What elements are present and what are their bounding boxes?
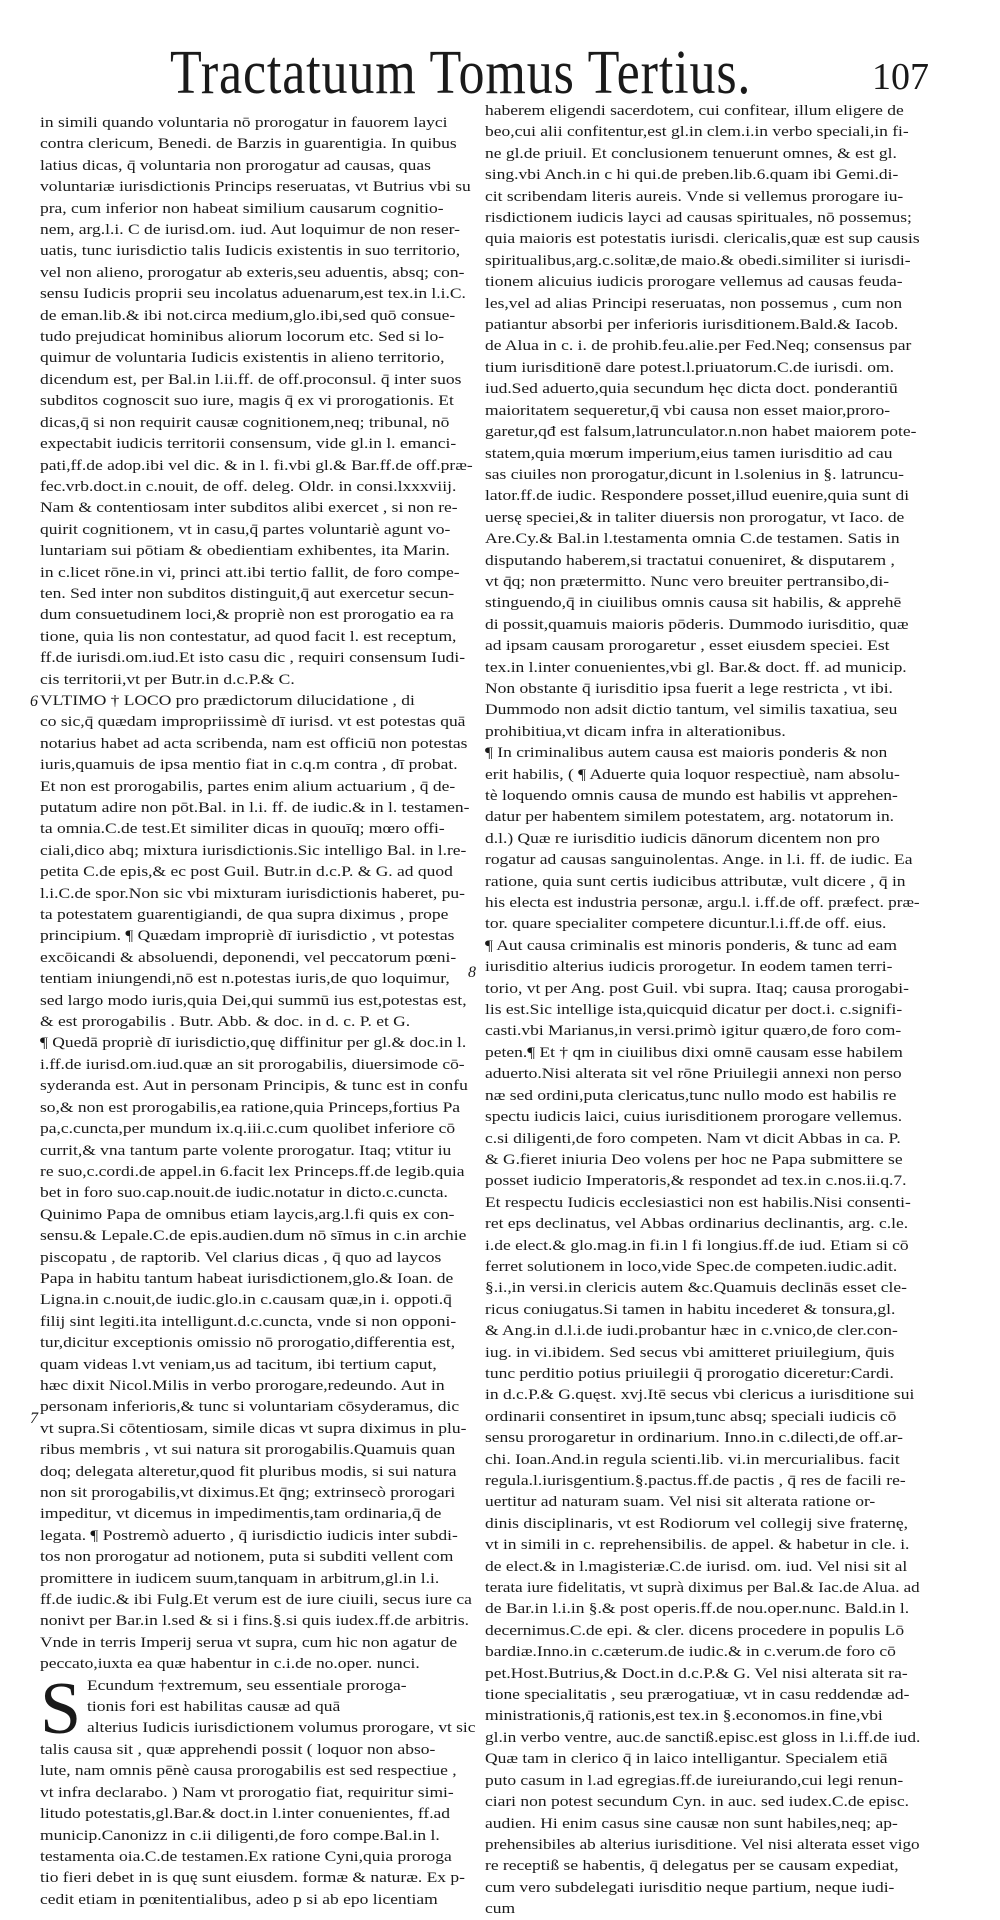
text-line: ciali,dico abq; mixtura iurisdictionis.Sic intelligo Bal. in l.re- <box>40 841 467 859</box>
text-line: tentiam iniungendi,nō est n.potestas iuris,de quo loquimur, <box>40 970 450 988</box>
running-title: Tractatuum Tomus Tertius. <box>170 39 752 107</box>
dropcap-letter: S <box>40 1667 82 1750</box>
text-line: ricus coniugatus.Si tamen in habitu incederet & tonsura,gl. <box>485 1300 896 1318</box>
text-line: Are.Cy.& Bal.in l.testamenta omnia C.de testamen. Satis in <box>485 530 900 548</box>
text-line: testamenta oia.C.de testamen.Ex ratione Cyni,quia proroga <box>40 1847 452 1865</box>
text-line: vt supra.Si cōtentiosam, simile dicas vt supra diximus in plu- <box>40 1419 467 1437</box>
text-line: aduerto.Nisi alterata sit vel rōne Priuilegii annexi non perso <box>485 1065 902 1083</box>
text-line: tor. quare specialiter competere dicuntur.l.i.ff.de off. eius. <box>485 915 887 933</box>
text-line: vel non alieno, prorogatur ab exteris,seu aduentis, absq; con- <box>40 263 465 281</box>
text-line: Et non est prorogabilis, partes enim alium actuarium , q̄ de- <box>40 777 456 795</box>
text-line: pati,ff.de adop.ibi vel dic. & in l. fi.vbi gl.& Bar.ff.de off.præ- <box>40 456 473 474</box>
text-line: uatis, tunc iurisdictio talis Iudicis existentis in suo territorio, <box>40 242 461 260</box>
text-line: iuris,quamuis de ipsa mentio fiat in c.q.m contra , dī probat. <box>40 756 458 774</box>
text-line: latius dicas, q̄ voluntaria non prorogatur ad causas, quas <box>40 156 431 174</box>
text-line: tudo prejudicat hominibus aliorum locorum etc. Sed si lo- <box>40 328 445 346</box>
text-line: tex.in l.inter conuenientes,vbi gl. Bar.& doct. ff. ad municip. <box>485 658 907 676</box>
text-line: & est prorogabilis . Butr. Abb. & doc. in d. c. P. et G. <box>40 1013 411 1031</box>
text-line: piscopatu , de raptorib. Vel clarius dicas , q̄ quo ad laycos <box>40 1248 442 1266</box>
text-line: syderanda est. Aut in personam Principis, & tunc est in confu <box>40 1077 468 1095</box>
text-line: patiantur absorbi per inferioris iurisditionem.Bald.& Iacob. <box>485 316 899 334</box>
text-line: dicas,q̄ si non requirit causæ cognitionem,neq; tribunal, nō <box>40 413 450 431</box>
text-line: ¶ Quedā propriè dī iurisdictio,quę diffinitur per gl.& doc.in l. <box>40 1034 467 1052</box>
text-line: les,vel ad alias Principi reseruatas, non possemus , cum non <box>485 294 903 312</box>
text-line: municip.Canonizz in c.ii diligenti,de foro compe.Bal.in l. <box>40 1826 440 1844</box>
text-line: cit scribendam literis aureis. Vnde si vellemus prorogare iu- <box>485 187 904 205</box>
text-line: quam videas l.vt veniam,us ad tacitum, ibi tertium caput, <box>40 1355 437 1373</box>
text-line: doq; delegata alteretur,quod fit pluribus modis, si sui natura <box>40 1462 457 1480</box>
text-line: ta omnia.C.de test.Et similiter dicas in quouīq; mœro offi- <box>40 820 445 838</box>
text-line: c.si diligenti,de foro competen. Nam vt dicit Abbas in ca. P. <box>485 1129 901 1147</box>
text-line: risdictionem iudicis layci ad causas spirituales, nō possemus; <box>485 209 912 227</box>
text-line: ff.de iudic.& ibi Fulg.Et verum est de iure ciuili, secus iure ca <box>40 1591 472 1609</box>
text-line: cedit etiam in pœnitentialibus, adeo p si ab epo licentiam <box>40 1890 438 1908</box>
text-line: tionis fori est habilitas causæ ad quā <box>87 1698 341 1716</box>
text-line: Quæ tam in clerico q̄ in laico intelligantur. Specialem etiā <box>485 1750 888 1768</box>
text-line: subditos cognoscit suo iure, magis q̄ ex vi prorogationis. Et <box>40 392 454 410</box>
text-line: nem, arg.l.i. C de iurisd.om. iud. Aut loquimur de non reser- <box>40 221 460 239</box>
text-line: petita C.de epis,& ec post Guil. Butr.in d.c.P. & G. ad quod <box>40 863 453 881</box>
text-line: sas ciuiles non prorogatur,dicunt in l.solenius in §. latruncu- <box>485 465 904 483</box>
text-line: re receptiß se habentis, q̄ delegatus per se causam expediat, <box>485 1857 899 1875</box>
text-line: sensu prorogaretur in ordinarium. Inno.in c.dilecti,de off.ar- <box>485 1429 903 1447</box>
text-line: ciari non potest secundum Cyn. in auc. sed iudex.C.de episc. <box>485 1793 909 1811</box>
section-number-8: 8 <box>468 964 476 981</box>
text-line: tione, quia lis non contestatur, ad quod facit l. est receptum, <box>40 627 457 645</box>
text-line: maioritatem sequeretur,q̄ vbi causa non esset maior,proro- <box>485 401 891 419</box>
text-line: ministrationis,q̄ rationis,est tex.in §.economos.in fine,vbi <box>485 1707 883 1725</box>
text-line: bet in foro suo.cap.nouit.de iudic.notatur in dicto.c.cuncta. <box>40 1184 448 1202</box>
text-line: dinis disciplinaris, vt est Rodiorum vel collegij sive fraternę, <box>485 1514 908 1532</box>
text-line: i.de elect.& glo.mag.in fi.in l fi longius.ff.de iud. Etiam si cō <box>485 1236 909 1254</box>
text-line: putatum adire non pōt.Bal. in l.i. ff. de iudic.& in l. testamen- <box>40 799 470 816</box>
text-line: i.ff.de iurisd.om.iud.quæ an sit prorogabilis, diuersimode cō- <box>40 1055 465 1073</box>
text-line: cis territorii,vt per Butr.in d.c.P.& C. <box>40 670 295 688</box>
text-line: uersę speciei,& in taliter diuersis non prorogatur, vt Iaco. de <box>485 508 905 526</box>
section-number-7: 7 <box>30 1410 38 1427</box>
text-line: his electa est industria personæ, argu.l. i.ff.de off. præfect. præ- <box>485 894 920 912</box>
text-line: ferret solutionem in loco,vide Spec.de competen.iudic.adit. <box>485 1257 898 1275</box>
text-line: co sic,q̄ quædam impropriissimè dī iurisd. vt est potestas quā <box>40 713 466 731</box>
text-line: VLTIMO † LOCO pro prædictorum dilucidatione , di <box>40 691 415 709</box>
text-line: lute, nam omnis pēnè causa prorogabilis est sed respectiue , <box>40 1762 457 1780</box>
page-header <box>0 30 1000 107</box>
text-line: tione specialitatis , seu prærogatiuæ, vt in casu reddendæ ad- <box>485 1686 910 1704</box>
text-line: Nam & contentiosam inter subditos alibi exercet , si non re- <box>40 499 458 517</box>
text-line: ff.de iurisdi.om.iud.Et isto casu dic , requiri consensum Iudi- <box>40 649 466 667</box>
text-line: so,& non est prorogabilis,ea ratione,quia Princeps,fortius Pa <box>40 1098 461 1116</box>
text-line: iud.Sed aduerto,quia secundum hęc dicta doct. ponderantiū <box>485 380 898 398</box>
text-line: ¶ In criminalibus autem causa est maioris ponderis & non <box>485 744 888 762</box>
text-line: re suo,c.cordi.de appel.in 6.facit lex Princeps.ff.de legib.quia <box>40 1162 465 1180</box>
text-line: terata iure fidelitatis, vt suprà diximus per Bal.& Iac.de Alua. ad <box>485 1579 920 1597</box>
text-line: vt in simili in c. reprehensibilis. de appel. & habetur in cle. i. <box>485 1536 910 1554</box>
text-line: cum vero subdelegati iurisditio neque partium, neque iudi- <box>485 1878 895 1896</box>
text-line: haberem eligendi sacerdotem, cui confitear, illum eligere de <box>485 102 904 119</box>
text-line: fec.vrb.doct.in c.nouit, de off. deleg. Oldr. in consi.lxxxviij. <box>40 477 457 495</box>
text-line: erit habilis, ( ¶ Aduerte quia loquor respectiuè, nam absolu- <box>485 765 900 783</box>
text-line: dum consuetudinem loci,& propriè non est prorogatio ea ra <box>40 606 454 624</box>
text-line: tè loquendo omnis causa de mundo est habilis vt apprehen- <box>485 787 898 804</box>
text-line: chi. Ioan.And.in regula scienti.lib. vi.in mercurialibus. facit <box>485 1450 900 1468</box>
text-line: lator.ff.de iudic. Respondere posset,illud euenire,quia sunt di <box>485 487 910 505</box>
text-line: sensu.& Lepale.C.de epis.audien.dum nō sīmus in c.in archie <box>40 1227 467 1245</box>
text-line: Quinimo Papa de omnibus etiam laycis,arg.l.fi quis ex con- <box>40 1205 455 1223</box>
text-line: peccato,iuxta ea quæ habentur in c.i.de no.oper. nunci. <box>40 1655 420 1673</box>
text-line: Et respectu Iudicis ecclesiastici non est habilis.Nisi consenti- <box>485 1193 911 1211</box>
text-line: iug. in vi.ibidem. Sed secus vbi amitteret priuilegium, q̄uis <box>485 1343 895 1361</box>
text-line: bardiæ.Inno.in c.cæterum.de iudic.& in c.verum.de foro cō <box>485 1643 896 1661</box>
text-line: pet.Host.Butrius,& Doct.in d.c.P.& G. Vel nisi alterata sit ra- <box>485 1664 908 1682</box>
text-line: l.i.C.de spor.Non sic vbi mixturam iurisdictionis haberet, pu- <box>40 884 465 902</box>
text-line: sing.vbi Anch.in c hi qui.de preben.lib.6.quam ibi Gemi.di- <box>485 166 899 184</box>
text-line: Papa in habitu tantum habeat iurisdictionem,glo.& Ioan. de <box>40 1269 454 1287</box>
text-line: ordinarii consentiret in ipsum,tunc absq; speciali iudicis cō <box>485 1407 897 1425</box>
text-line: dicendum est, per Bal.in l.ii.ff. de off.proconsul. q̄ inter suos <box>40 370 462 388</box>
text-line: hæc dixit Nicol.Milis in verbo prorogare,redeundo. Aut in <box>40 1376 445 1394</box>
text-line: sensu Iudicis proprii seu incolatus aduenarum,est tex.in l.i.C. <box>40 285 466 303</box>
text-line: Ecundum †extremum, seu essentiale proroga- <box>87 1676 407 1694</box>
text-line: Non obstante q̄ iurisditio ipsa fuerit a lege restricta , vt ibi. <box>485 679 893 697</box>
text-line: de Bar.in l.i.in §.& post operis.ff.de nou.oper.nunc. Bald.in l. <box>485 1600 910 1618</box>
text-line: pa,c.cuncta,per mundum ix.q.iii.c.cum quolibet inferiore cō <box>40 1120 456 1138</box>
text-line: ribus membris , vt sui natura sit prorogabilis.Quamuis quan <box>40 1441 456 1459</box>
text-line: tos non prorogatur ad notionem, puta si subditi vellent com <box>40 1548 454 1566</box>
text-line: luntariam sui pōtiam & obedientiam exhibentes, ita Marin. <box>40 542 450 560</box>
text-line: ratione, quia sunt certis iudicibus attributæ, vult dicere , q̄ in <box>485 872 906 890</box>
text-line: in d.c.P.& G.quęst. xvj.Itē secus vbi clericus a iurisditione sui <box>485 1386 915 1404</box>
text-line: impeditur, vt dicemus in impedimentis,tam ordinaria,q̄ de <box>40 1505 442 1523</box>
text-line: vt infra declarabo. ) Nam vt prorogatio fiat, requiritur simi- <box>40 1783 454 1801</box>
text-line: uertitur ad naturam suam. Vel nisi sit alterata ratione or- <box>485 1493 876 1511</box>
text-line: Dummodo non adsit dictio tantum, vel similis taxatiua, seu <box>485 701 898 719</box>
text-line: d.l.) Quæ re iurisditio iudicis dānorum dicentem non pro <box>485 829 880 847</box>
text-line: & G.fieret iniuria Deo volens per hoc ne Papa submittere se <box>485 1150 903 1168</box>
text-line: ad ipsam causam prorogaretur , esset eiusdem speciei. Est <box>485 637 890 655</box>
text-line: Ligna.in c.nouit,de iudic.glo.in c.causam quæ,in i. oppoti.q̄ <box>40 1291 452 1309</box>
text-line: næ sed ordini,puta clericatus,tunc nullo modo est habilis re <box>485 1086 897 1104</box>
text-line: legata. ¶ Postremò aduerto , q̄ iurisdictio iudicis inter subdi- <box>40 1526 458 1544</box>
text-line: tunc perditio potius priuilegii q̄ prorogatio diceretur:Cardi. <box>485 1364 894 1382</box>
text-line: rogatur ad causas sanguinolentas. Ange. in l.i. ff. de iudic. Ea <box>485 851 913 869</box>
text-line: Vnde in terris Imperij serua vt supra, cum hic non agatur de <box>40 1633 458 1651</box>
text-line: datur per habentem similem potestatem, arg. notatorum in. <box>485 808 895 826</box>
text-line: quimur de voluntaria Iudicis existentis in alieno territorio, <box>40 349 445 367</box>
text-line: garetur,qđ est falsum,latrunculator.n.non habet maiorem pote- <box>485 423 917 441</box>
text-line: ret eps declinatus, vel Abbas ordinarius declinantis, arg. c.le. <box>485 1215 909 1233</box>
text-line: lis est.Sic intellige ista,quicquid dicatur per doct.i. c.signifi- <box>485 1001 903 1019</box>
text-line: excōicandi & absoluendi, deponendi, vel peccatorum pœni- <box>40 948 457 966</box>
text-line: puto casum in l.ad egregias.ff.de iureiurando,cui legi renun- <box>485 1771 904 1789</box>
text-line: notarius habet ad acta scribenda, nam est officiū non potestas <box>40 734 468 752</box>
text-line: ne gl.de priuil. Et conclusionem tenuerunt omnes, & est gl. <box>485 144 897 162</box>
text-line: cum <box>485 1900 516 1918</box>
text-line: filij sint legiti.ita intelligunt.d.c.cuncta, vnde si non opponi- <box>40 1312 457 1330</box>
text-line: tium iurisditionē dare potest.l.priuatorum.C.de iurisdi. om. <box>485 358 894 376</box>
text-line: de eman.lib.& ibi not.circa medium,glo.ibi,sed quō consue- <box>40 306 456 324</box>
text-line: non sit prorogabilis,vt diximus.Et q̄ng; extrinsecò prorogari <box>40 1484 456 1501</box>
text-line: contra clericum, Benedi. de Barzis in guarentigia. In quibus <box>40 135 457 153</box>
left-column <box>40 112 476 1908</box>
text-line: prohibitiua,vt dicam infra in alterationibus. <box>485 722 786 740</box>
text-line: principium. ¶ Quædam impropriè dī iurisdictio , vt potestas <box>40 927 455 945</box>
text-line: tionem alicuius iudicis prorogare vellemus ad causas feuda- <box>485 273 903 291</box>
text-line: sed largo modo iuris,quia Dei,qui summū ius est,potestas est, <box>40 991 467 1009</box>
text-line: ten. Sed inter non subditos distinguit,q̄ aut exercetur secun- <box>40 584 455 602</box>
text-line: in simili quando voluntaria nō prorogatur in fauorem layci <box>40 114 448 131</box>
text-line: voluntariæ iurisdictionis Princips reseruatas, vt Butrius vbi su <box>40 178 471 196</box>
text-line: posset iudicio Imperatoris,& respondet ad tex.in c.nos.ii.q.7. <box>485 1172 907 1190</box>
text-line: pra, cum inferior non habeat similium causarum cognitio- <box>40 199 444 217</box>
text-line: de elect.& in l.magisteriæ.C.de iurisd. om. iud. Vel nisi sit al <box>485 1557 908 1575</box>
text-line: disputando haberem,si tractatui conueniret, & disputarem , <box>485 551 895 569</box>
text-line: currit,& vna tantum parte volente prorogatur. Itaq; vtitur iu <box>40 1141 452 1159</box>
text-line: spiritualibus,arg.c.solitæ,de maio.& obedi.similiter si iurisdi- <box>485 251 911 269</box>
text-line: gl.in verbo ventre, auc.de sanctiß.episc.est gloss in l.i.ff.de iud. <box>485 1728 921 1746</box>
text-line: prehensibiles ab alterius iurisditione. Vel nisi alterata esset vigo <box>485 1835 920 1853</box>
text-line: litudo potestatis,gl.Bar.& doct.in l.inter conuenientes, ff.ad <box>40 1805 451 1823</box>
right-column <box>485 100 921 1918</box>
text-line: casti.vbi Marianus,in versi.primò igitur quæro,de foro com- <box>485 1022 902 1040</box>
section-number-6: 6 <box>30 693 38 710</box>
text-line: de Alua in c. i. de prohib.feu.alie.per Fed.Neq; consensus par <box>485 337 912 355</box>
text-line: torio, vt per Ang. post Guil. vbi supra. Itaq; causa prorogabi- <box>485 979 909 997</box>
text-line: expectabit iudicis territorii consensum, vide gl.in l. emanci- <box>40 435 457 453</box>
text-line: & Ang.in d.l.i.de iudi.probantur hæc in c.vnico,de cler.con- <box>485 1322 898 1340</box>
text-line: §.i.,in versi.in clericis autem &c.Quamuis declinās esset cle- <box>485 1279 907 1297</box>
text-line: beo,cui alii confitentur,est gl.in clem.i.in verbo speciali,in fi- <box>485 123 909 141</box>
text-line: quirit cognitionem, vt in casu,q̄ partes voluntariè agunt vo- <box>40 520 451 538</box>
text-line: ta potestatem guarentigiandi, de qua supra diximus , prope <box>40 906 449 924</box>
text-line: tio fieri debet in is quę sunt eiusdem. formæ & naturæ. Ex p- <box>40 1869 465 1887</box>
text-line: promittere in iudicem suum,tanquam in arbitrum,gl.in l.i. <box>40 1569 440 1587</box>
text-line: di possit,quamuis maioris pōderis. Dummodo iurisditio, quæ <box>485 615 909 633</box>
page-number: 107 <box>872 56 929 98</box>
text-line: decernimus.C.de epi. & cler. dicens procedere in populis Lō <box>485 1621 905 1639</box>
text-line: alterius Iudicis iurisdictionem volumus prorogare, vt sic <box>87 1719 476 1737</box>
text-line: ¶ Aut causa criminalis est minoris ponderis, & tunc ad eam <box>485 936 897 954</box>
text-line: stinguendo,q̄ in ciuilibus omnis causa sit habilis, & apprehē <box>485 594 902 612</box>
text-line: peten.¶ Et † qm in ciuilibus dixi omnē causam esse habilem <box>485 1043 903 1061</box>
text-line: audien. Hi enim casus sine causæ non sunt habiles,neq; ap- <box>485 1814 898 1832</box>
text-line: vt q̄q; non prætermitto. Nunc vero breuiter pertransibo,di- <box>485 572 890 590</box>
text-line: talis causa sit , quæ apprehendi possit ( loquor non abso- <box>40 1740 436 1758</box>
text-line: statem,quia mœrum imperium,eius tamen iurisditio ad cau <box>485 444 893 462</box>
text-line: nonivt per Bar.in l.sed & si i fins.§.si quis iudex.ff.de arbitris. <box>40 1612 470 1630</box>
text-line: quia maioris est potestatis iurisdi. clericalis,quæ est sup causis <box>485 230 920 248</box>
text-line: iurisditio alterius iudicis prorogetur. In eodem tamen terri- <box>485 958 893 976</box>
text-line: spectu iudicis laici, cuius iurisditionem prorogare vellemus. <box>485 1108 903 1126</box>
text-line: tur,dicitur exceptionis omissio nō prorogatio,differentia est, <box>40 1334 456 1352</box>
text-line: in c.licet rōne.in vi, princi att.ibi tertio fallit, de foro compe- <box>40 563 460 581</box>
text-line: personam inferioris,& tunc si voluntariam cōsyderamus, dic <box>40 1398 460 1416</box>
text-line: regula.l.iurisgentium.§.pactus.ff.de pactis , q̄ res de facili re- <box>485 1472 906 1489</box>
